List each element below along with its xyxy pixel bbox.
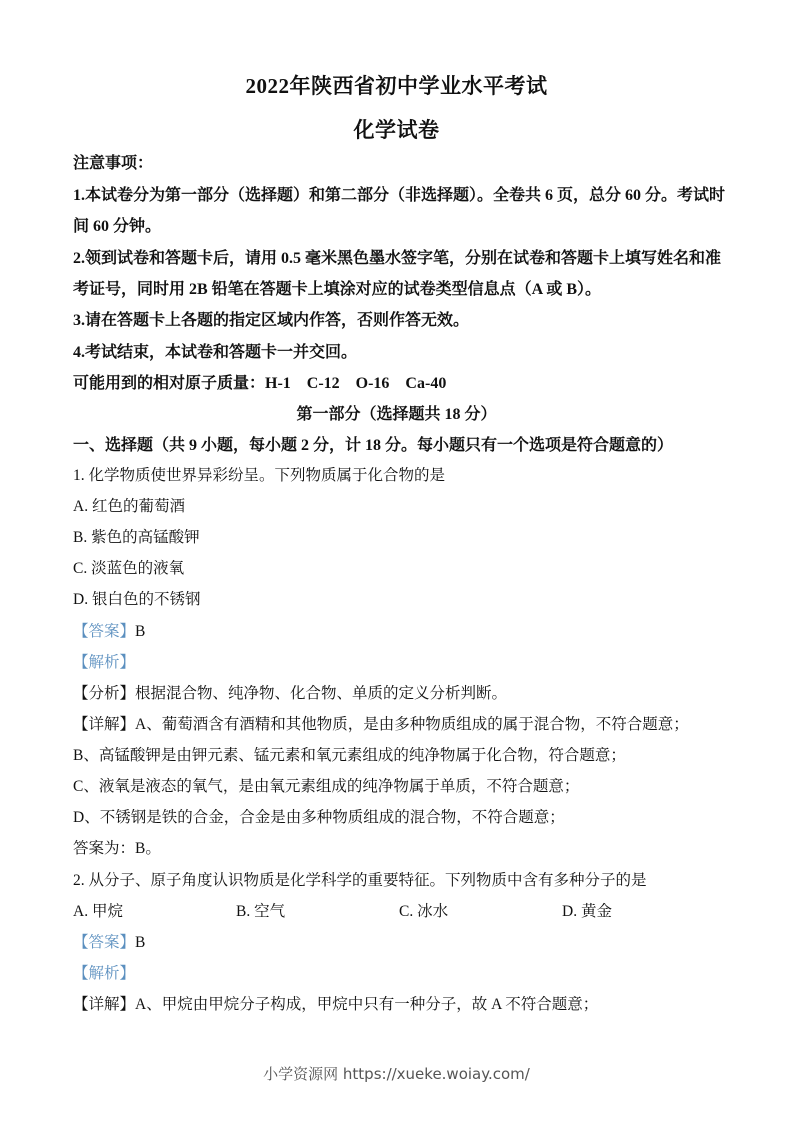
exam-title: 2022年陕西省初中学业水平考试	[245, 74, 548, 98]
notice-item-1b: 间 60 分钟。	[73, 218, 162, 235]
question-1-stem: 1. 化学物质使世界异彩纷呈。下列物质属于化合物的是	[73, 467, 446, 484]
notice-heading: 注意事项：	[73, 155, 154, 172]
notice-item-4: 4.考试结束，本试卷和答题卡一并交回。	[73, 344, 358, 361]
question-2-option-c: C. 冰水	[399, 903, 449, 920]
question-1-analysis-label: 【解析】	[73, 654, 136, 671]
question-1-option-d: D. 银白色的不锈钢	[73, 591, 201, 608]
atomic-mass-line: 可能用到的相对原子质量：H-1 C-12 O-16 Ca-40	[73, 375, 447, 392]
answer-label: 【答案】	[73, 623, 136, 640]
notice-item-2b: 考证号，同时用 2B 铅笔在答题卡上填涂对应的试卷类型信息点（A 或 B）。	[73, 281, 602, 298]
question-1-detail-d: D、不锈钢是铁的合金，合金是由多种物质组成的混合物，不符合题意；	[73, 809, 565, 826]
question-2-analysis-label: 【解析】	[73, 965, 136, 982]
notice-item-3: 3.请在答题卡上各题的指定区域内作答，否则作答无效。	[73, 312, 470, 329]
question-1-answer	[73, 619, 145, 641]
detail-label: 【详解】	[73, 716, 136, 733]
question-2-detail	[73, 992, 598, 1014]
question-2-option-b: B. 空气	[236, 903, 286, 920]
part1-heading: 第一部分（选择题共 18 分）	[296, 406, 497, 423]
question-1-conclusion: 答案为：B。	[73, 840, 161, 857]
question-2-answer	[73, 930, 145, 952]
detail-a: A、葡萄酒含有酒精和其他物质，是由多种物质组成的属于混合物，不符合题意；	[135, 716, 689, 733]
notice-item-2a: 2.领到试卷和答题卡后，请用 0.5 毫米黑色墨水签字笔，分别在试卷和答题卡上填写姓名和准	[73, 250, 722, 267]
answer-value: B	[135, 934, 146, 951]
question-2-option-d: D. 黄金	[562, 903, 612, 920]
question-1-detail-b: B、高锰酸钾是由钾元素、锰元素和氧元素组成的纯净物属于化合物，符合题意；	[73, 747, 626, 764]
question-1-option-a: A. 红色的葡萄酒	[73, 498, 185, 515]
fenxi-label: 【分析】	[73, 685, 136, 702]
footer-watermark: 小学资源网 https://xueke.woiay.com/	[263, 1065, 530, 1083]
exam-subtitle: 化学试卷	[353, 118, 440, 142]
question-2-options	[73, 899, 725, 921]
question-2-stem: 2. 从分子、原子角度认识物质是化学科学的重要特征。下列物质中含有多种分子的是	[73, 872, 647, 889]
answer-label: 【答案】	[73, 934, 136, 951]
fenxi-text: 根据混合物、纯净物、化合物、单质的定义分析判断。	[135, 685, 508, 702]
question-2-option-a: A. 甲烷	[73, 903, 123, 920]
question-1-option-b: B. 紫色的高锰酸钾	[73, 529, 200, 546]
question-1-fenxi	[73, 681, 507, 703]
notice-item-1a: 1.本试卷分为第一部分（选择题）和第二部分（非选择题）。全卷共 6 页，总分 60 分。考试时	[73, 187, 726, 204]
question-1-detail-c: C、液氧是液态的氧气，是由氧元素组成的纯净物属于单质，不符合题意；	[73, 778, 580, 795]
question-1-detail	[73, 712, 689, 734]
section-heading: 一、选择题（共 9 小题，每小题 2 分，计 18 分。每小题只有一个选项是符合题意的）	[73, 437, 674, 454]
answer-value: B	[135, 623, 146, 640]
detail-label: 【详解】	[73, 996, 136, 1013]
detail-a: A、甲烷由甲烷分子构成，甲烷中只有一种分子，故 A 不符合题意；	[135, 996, 599, 1013]
question-1-option-c: C. 淡蓝色的液氧	[73, 560, 185, 577]
